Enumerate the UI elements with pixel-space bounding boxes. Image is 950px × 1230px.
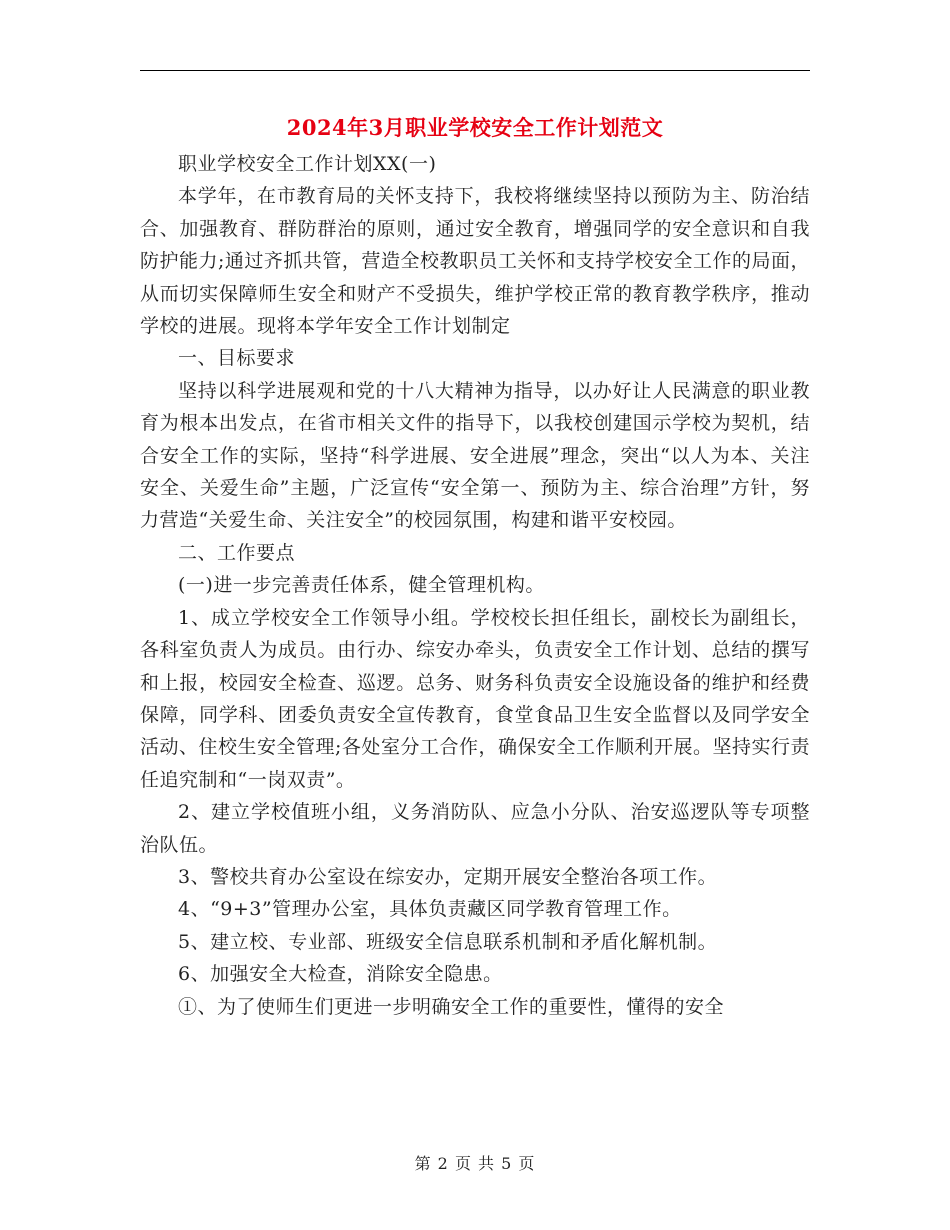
list-item-6: 6、加强安全大检查，消除安全隐患。 — [178, 963, 503, 986]
paragraph-goals: 坚持以科学进展观和党的十八大精神为指导，以办好让人民满意的职业教育为根本出发点，在省市相关文件的指导下，以我校创建国示学校为契机，结合安全工作的实际，坚持“科学进展、安全进展”理念，突出“以人为本、关注安全、关爱生命”主题，广泛宣传“安全第一、预防为主、综合治理”方针，努力营造“关爱生命、关注安全”的校园氛围，构建和谐平安校园。 — [140, 379, 810, 532]
document-title: 2024年3月职业学校安全工作计划范文 — [286, 115, 664, 140]
list-item-2: 2、建立学校值班小组，义务消防队、应急小分队、治安巡逻队等专项整治队伍。 — [140, 801, 810, 856]
subheading-responsibility: (一)进一步完善责任体系，健全管理机构。 — [178, 574, 545, 597]
section-heading-plan: 职业学校安全工作计划XX(一) — [178, 153, 437, 175]
list-item-5: 5、建立校、专业部、班级安全信息联系机制和矛盾化解机制。 — [178, 930, 718, 953]
paragraph-intro: 本学年，在市教育局的关怀支持下，我校将继续坚持以预防为主、防治结合、加强教育、群防群治的原则，通过安全教育，增强同学的安全意识和自我防护能力;通过齐抓共管，营造全校教职员工关怀和支持学校安全工作的局面，从而切实保障师生安全和财产不受损失，维护学校正常的教育教学秩序，推动学校的进展。现将本学年安全工作计划制定 — [140, 185, 810, 338]
document-body — [140, 148, 810, 1023]
list-item-1: 1、成立学校安全工作领导小组。学校校长担任组长，副校长为副组长，各科室负责人为成员。由行办、综安办牵头，负责安全工作计划、总结的撰写和上报，校园安全检查、巡逻。总务、财务科负责安全设施设备的维护和经费保障，同学科、团委负责安全宣传教育，食堂食品卫生安全监督以及同学安全活动、住校生安全管理;各处室分工合作，确保安全工作顺利开展。坚持实行责任追究制和“一岗双责”。 — [140, 606, 810, 791]
section-heading-key-points: 二、工作要点 — [178, 541, 296, 564]
list-item-4: 4、“9+3”管理办公室，具体负责藏区同学教育管理工作。 — [178, 898, 682, 921]
list-item-6-sub-1: ①、为了使师生们更进一步明确安全工作的重要性，懂得的安全 — [178, 995, 725, 1018]
list-item-3: 3、警校共育办公室设在综安办，定期开展安全整治各项工作。 — [178, 865, 718, 888]
header-rule — [140, 70, 810, 71]
section-heading-goals: 一、目标要求 — [178, 347, 296, 370]
page-number: 第 2 页 共 5 页 — [414, 1154, 536, 1173]
